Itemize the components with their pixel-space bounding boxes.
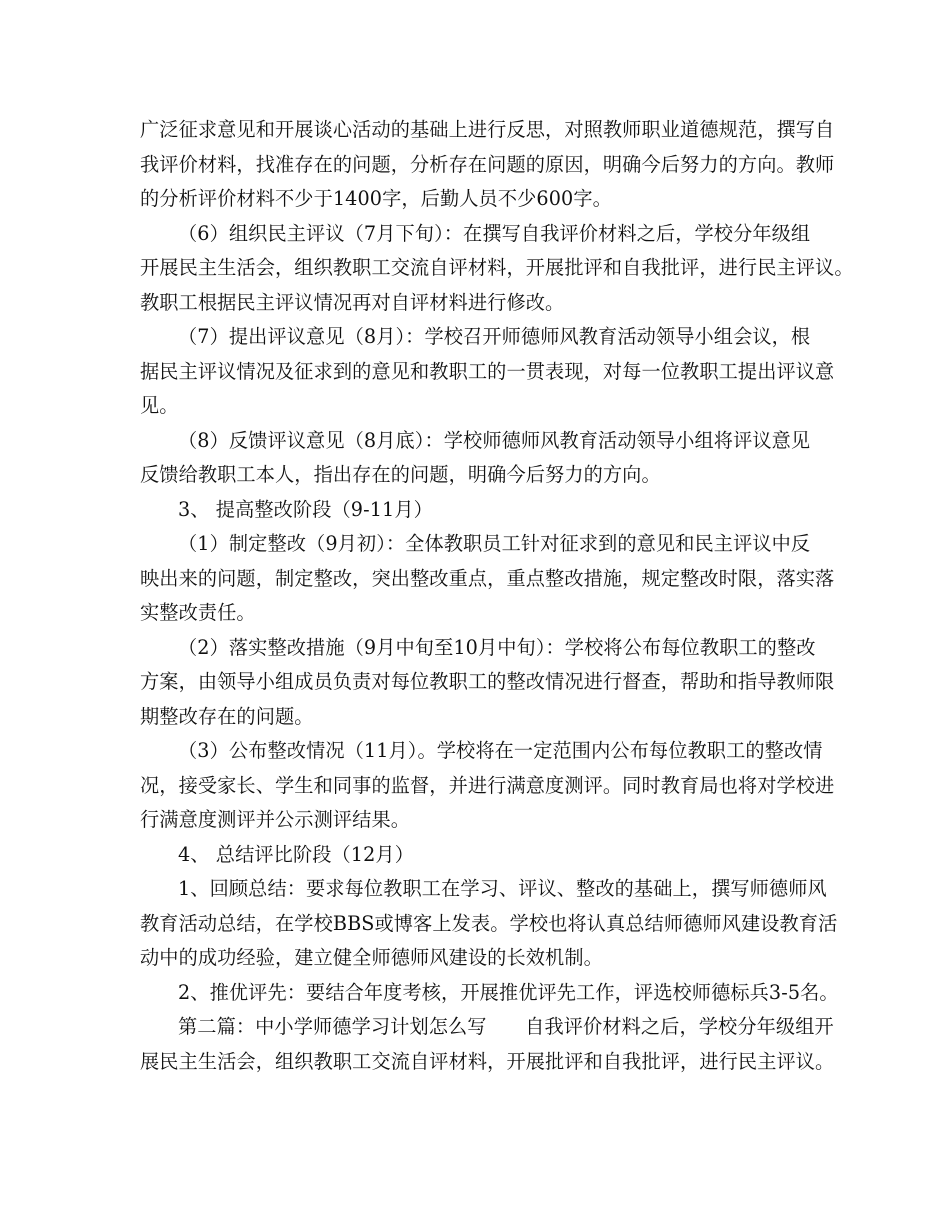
text-line: （8）反馈评议意见（8月底）：学校师德师风教育活动领导小组将评议意见 (178, 428, 811, 452)
text-line: （7）提出评议意见（8月）：学校召开师德师风教育活动领导小组会议，根 (178, 325, 811, 348)
text-line: 期整改存在的问题。 (140, 704, 314, 728)
text-line: 教育活动总结，在学校BBS或博客上发表。学校也将认真总结师德师风建设教育活 (140, 911, 838, 935)
text-line: 开展民主生活会，组织教职工交流自评材料，开展批评和自我批评，进行民主评议。 (140, 256, 854, 279)
text-line: 行满意度测评并公示测评结果。 (140, 808, 411, 831)
text-line: 4、 总结评比阶段（12月） (178, 842, 414, 866)
text-line: 教职工根据民主评议情况再对自评材料进行修改。 (140, 290, 565, 314)
text-line: （1）制定整改（9月初）：全体教职员工针对征求到的意见和民主评议中反 (178, 532, 811, 555)
text-line: （2）落实整改措施（9月中旬至10月中旬）：学校将公布每位教职工的整改 (178, 635, 816, 659)
text-line: 1、回顾总结：要求每位教职工在学习、评议、整改的基础上，撰写师德师风 (178, 877, 827, 900)
text-line: 3、 提高整改阶段（9-11月） (178, 497, 433, 521)
text-line: 映出来的问题，制定整改，突出整改重点，重点整改措施，规定整改时限，落实落 (140, 566, 835, 590)
text-line: 动中的成功经验，建立健全师德师风建设的长效机制。 (140, 946, 603, 969)
text-line: 的分析评价材料不少于1400字，后勤人员不少600字。 (140, 187, 612, 210)
text-line: （3）公布整改情况（11月）。学校将在一定范围内公布每位教职工的整改情 (178, 739, 823, 762)
text-line: 2、推优评先：要结合年度考核，开展推优评先工作，评选校师德标兵3-5名。 (178, 980, 839, 1004)
text-line: （6）组织民主评议（7月下旬）：在撰写自我评价材料之后，学校分年级组 (178, 221, 811, 245)
text-line: 据民主评议情况及征求到的意见和教职工的一贯表现，对每一位教职工提出评议意 (140, 359, 835, 383)
text-line: 我评价材料，找准存在的问题，分析存在问题的原因，明确今后努力的方向。教师 (140, 152, 835, 176)
text-line: 实整改责任。 (140, 601, 256, 624)
document-body (140, 113, 854, 1079)
text-line: 广泛征求意见和开展谈心活动的基础上进行反思，对照教师职业道德规范，撰写自 (140, 118, 835, 141)
text-line: 方案，由领导小组成员负责对每位教职工的整改情况进行督查，帮助和指导教师限 (140, 670, 835, 693)
text-line: 反馈给教职工本人，指出存在的问题，明确今后努力的方向。 (140, 463, 661, 486)
text-line: 展民主生活会，组织教职工交流自评材料，开展批评和自我批评，进行民主评议。 (140, 1049, 835, 1073)
text-line: 见。 (140, 394, 179, 417)
text-line: 况，接受家长、学生和同事的监督，并进行满意度测评。同时教育局也将对学校进 (140, 773, 835, 797)
text-line: 第二篇：中小学师德学习计划怎么写 自我评价材料之后，学校分年级组开 (178, 1015, 834, 1038)
